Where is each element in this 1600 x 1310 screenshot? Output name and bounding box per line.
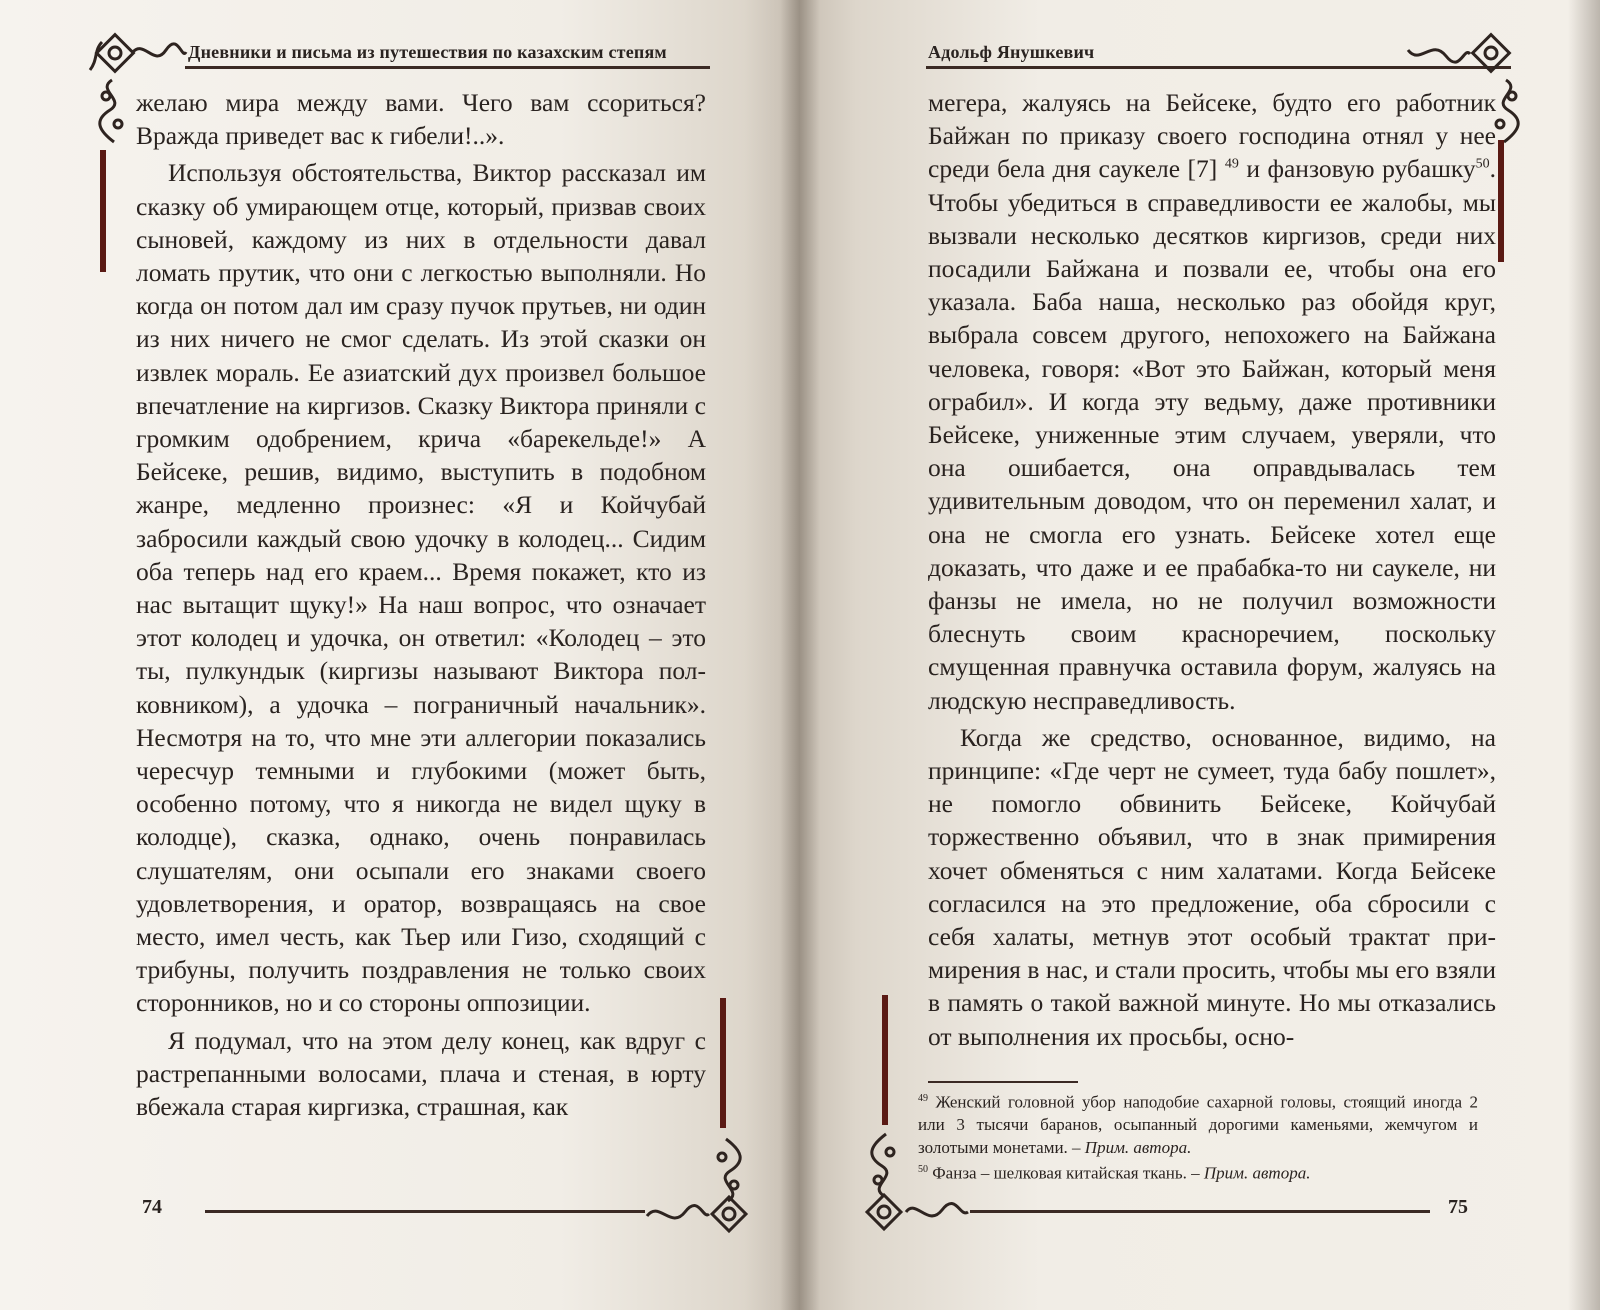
footnote-ref: 50 bbox=[1475, 156, 1490, 172]
paragraph-text: . Чтобы убедиться в справедливости ее жалобы, мы вызвали несколько десятков киргизов, среди них посадили Байжана и позвали ее, чтобы она его указала. Баба наша, несколько раз обойдя круг, выбрала совсем другого, непохожего на Байжана человека, говоря: «Вот это Байжан, который меня ограбил». И когда эту ведьму, даже противники Бейсеке, униженные этим случаем, уверяли, что она ошибается, она оправдывалась тем удивительным доводом, что он переменил халат, и она не смогла его узнать. Бейсеке хотел еще доказать, что даже и ее прабабка-то ни саукеле, ни фанзы не имела, но не получил возможности блеснуть своим красноречием, поскольку смущенная правнучка оставила форум, жалуясь на людскую несправедливость. bbox=[928, 154, 1497, 715]
footnote-rule bbox=[928, 1081, 1078, 1083]
footnote-attribution: Прим. автора. bbox=[1203, 1163, 1311, 1183]
footnotes bbox=[918, 1088, 1478, 1185]
corner-ornament-icon bbox=[1406, 30, 1516, 78]
paragraph: Я подумал, что на этом делу конец, как вдруг с растрепанными волосами, плача и стеная, в юрту вбежала старая киргизка, страшная, как bbox=[136, 1025, 706, 1122]
paragraph-text: мегера, жалуясь на Бейсеке, будто его работник Байжан по приказу своего господина отнял у нее среди бела дня саукеле [7] bbox=[928, 88, 1496, 184]
paragraph: желаю мира между вами. Чего вам ссориться? Вражда приведет вас к гибели!..». bbox=[136, 88, 706, 151]
right-body-text bbox=[928, 86, 1496, 1053]
book-gutter bbox=[780, 0, 820, 1310]
page-edge-shadow bbox=[1568, 0, 1600, 1310]
header-rule bbox=[185, 66, 710, 69]
corner-ornament-icon bbox=[88, 30, 188, 78]
footnote-number: 49 bbox=[918, 1093, 928, 1104]
footnote-number: 50 bbox=[918, 1164, 928, 1176]
running-head: Адольф Янушкевич bbox=[928, 42, 1095, 62]
side-accent-bar bbox=[100, 150, 106, 272]
footer-rule bbox=[205, 1210, 645, 1213]
page-number: 74 bbox=[142, 1196, 162, 1218]
side-accent-bar bbox=[1498, 140, 1504, 262]
right-page bbox=[800, 0, 1600, 1310]
left-body-text bbox=[136, 86, 706, 1123]
corner-ornament-icon bbox=[862, 1188, 972, 1236]
paragraph: Используя обстоятельства, Виктор рассказал им сказку об умирающем отце, который, призвав своих сыновей, каждому из них в отдельности давал ломать прутик, что они с легкостью выполняли. Но когда он потом дал им сразу пучок прутьев, ни один из них ничего не смог сделать. Из этой сказки он извлек мораль. Ее азиатский дух произвел большое впечатление на киргизов. Сказку Виктора приняли с громким одобрением, крича «барекельде!» А Бейсеке, решив, видимо, выступить в подобном жанре, медленно произнес: «Я и Койчубай забросили каждый свою удочку в колодец... Сидим оба теперь над его краем... Время покажет, кто из нас вытащит щуку!» На наш вопрос, что означает этот колодец и удочка, он ответил: «Колодец – это ты, пулкундык (киргизы называют Виктора полковником), а удочка – пограничный начальник». Несмотря на то, что мне эти аллегории показались чересчур темными и глубокими (может быть, особенно потому, что я никогда не видел щуку в колодце), сказка, однако, очень понравилась слушателям, они осыпали его знаками своего удовлетворения, и оратор, возвращаясь на свое место, имел честь, как Тьер или Гизо, сходящий с трибуны, получить поздравления не только своих сторонников, но и со стороны оппозиции. bbox=[136, 158, 706, 1018]
footnote bbox=[918, 1088, 1478, 1159]
side-accent-bar bbox=[720, 998, 726, 1128]
paragraph bbox=[928, 86, 1496, 717]
scroll-ornament-icon bbox=[92, 76, 132, 146]
footnote bbox=[918, 1159, 1478, 1185]
footnote-ref: 49 bbox=[1224, 156, 1239, 172]
page-number: 75 bbox=[1448, 1196, 1468, 1218]
footnote-text: Женский головной убор наподобие сахарной головы, стоящий иногда 2 или 3 тысячи баранов, осыпанный дорогими каменьями, жемчугом и золотыми монетами. – bbox=[918, 1092, 1478, 1157]
side-accent-bar bbox=[882, 995, 888, 1125]
footnote-attribution: Прим. автора. bbox=[1084, 1137, 1192, 1157]
corner-ornament-icon bbox=[645, 1190, 755, 1238]
paragraph-text: и фанзовую рубашку bbox=[1238, 154, 1476, 184]
footnote-text: Фанза – шелковая китайская ткань. – bbox=[928, 1163, 1204, 1183]
paragraph: Когда же средство, основанное, видимо, на принципе: «Где черт не сумеет, туда бабу пошлет», не помогло обвинить Бейсеке, Койчубай торжественно объявил, что в знак примирения хочет обменяться с ним халатами. Когда Бейсеке согласился на это предложение, оба сбросили с себя халаты, метнув этот особый трактат примирения в нас, и стали просить, чтобы мы его взяли в память о такой важной минуте. Но мы отказались от выполнения их просьбы, осно- bbox=[928, 722, 1496, 1051]
footer-rule bbox=[970, 1210, 1430, 1213]
running-head: Дневники и письма из путешествия по казахским степям bbox=[188, 42, 667, 62]
